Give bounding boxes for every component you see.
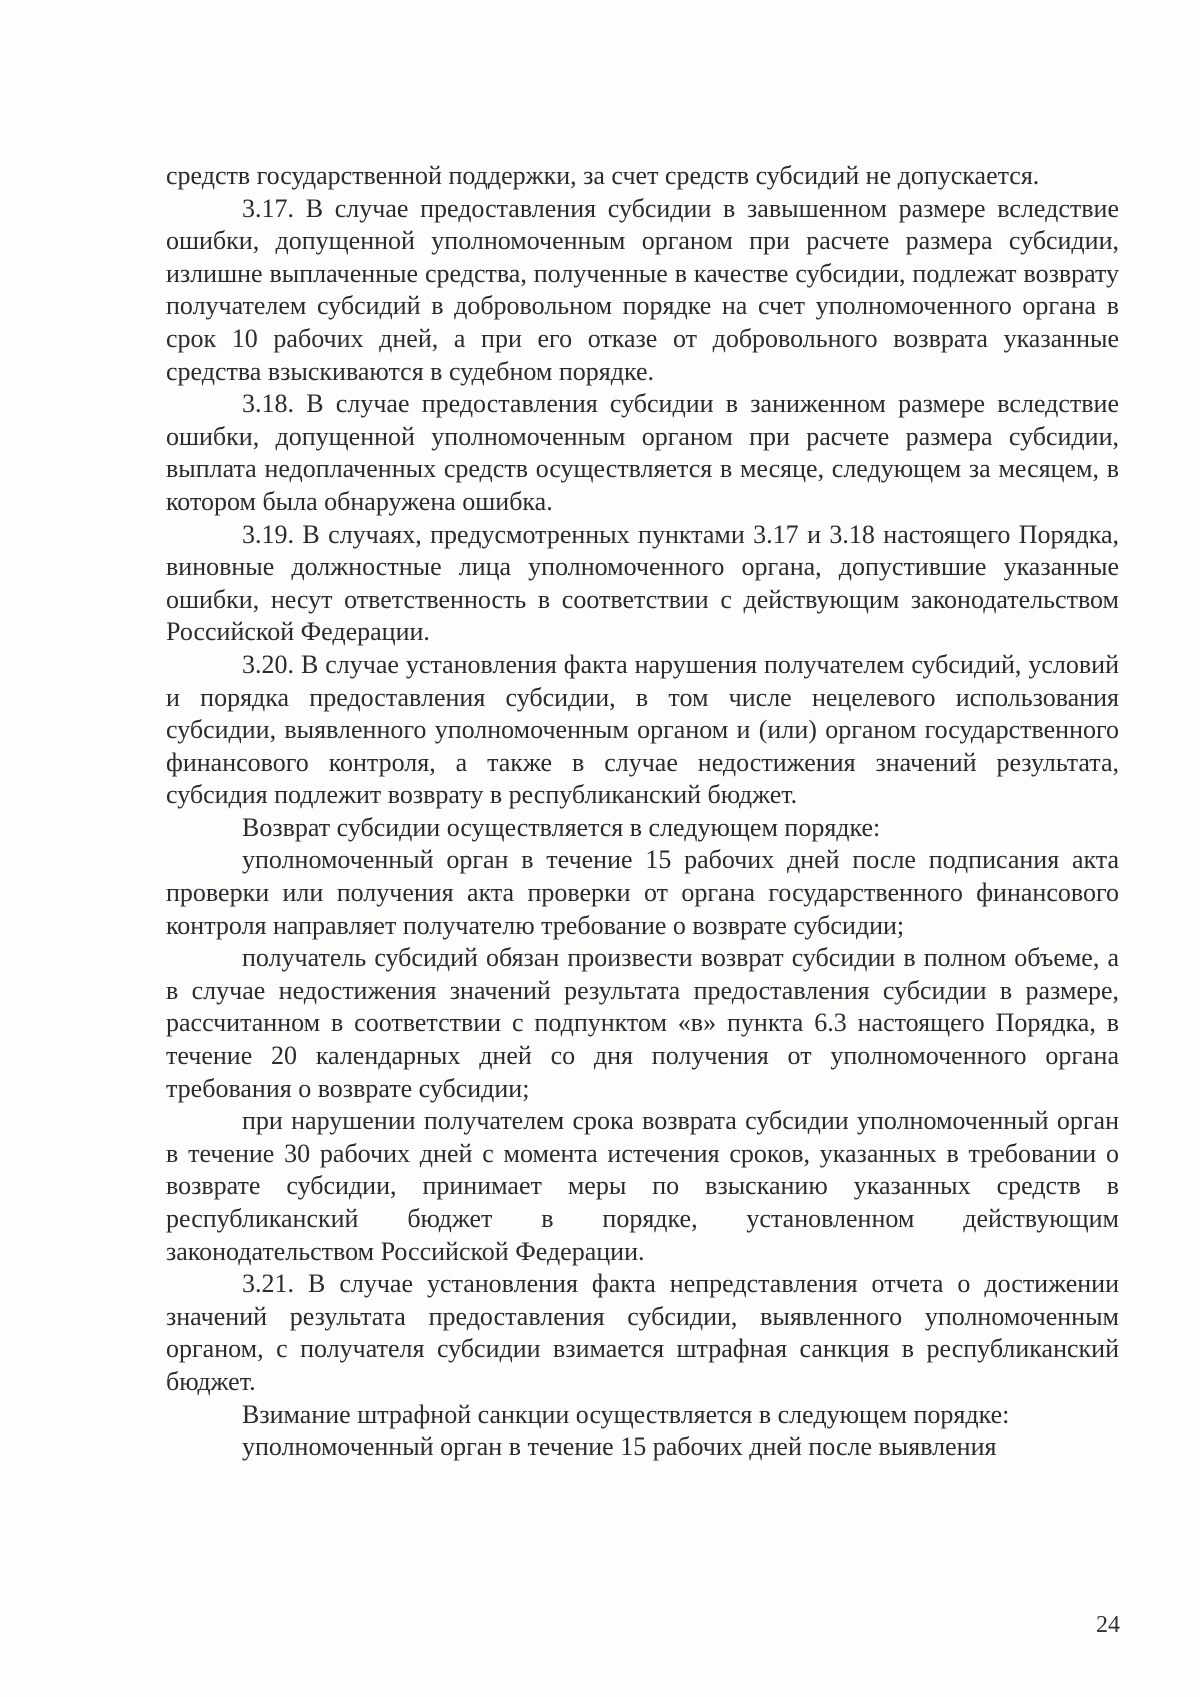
paragraph-3-18: 3.18. В случае предоставления субсидии в заниженном размере вследствие ошибки, допущенной уполномоченным органом при расчете размера субсидии, выплата недоплаченных средств осуществляется в месяце, следующем за месяцем, в котором была обнаружена ошибка. xyxy=(166,389,1119,516)
paragraph-return-order: Возврат субсидии осуществляется в следующем порядке: xyxy=(242,812,881,842)
page-number: 24 xyxy=(1096,1612,1120,1638)
body-text xyxy=(166,160,1119,1464)
paragraph-return-step-2: получатель субсидий обязан произвести возврат субсидии в полном объеме, а в случае недостижения значений результата предоставления субсидии в размере, рассчитанном в соответствии с подпунктом «в» пункта 6.3 настоящего Порядка, в течение 20 календарных дней со дня получения от уполномоченного органа требования о возврате субсидии; xyxy=(166,943,1119,1103)
paragraph-3-21: 3.21. В случае установления факта непредставления отчета о достижении значений результата предоставления субсидии, выявленного уполномоченным органом, с получателя субсидии взимается штрафная санкция в республиканский бюджет. xyxy=(166,1269,1119,1396)
paragraph-return-step-3: при нарушении получателем срока возврата субсидии уполномоченный орган в течение 30 рабочих дней с момента истечения сроков, указанных в требовании о возврате субсидии, принимает меры по взысканию указанных средств в республиканский бюджет в порядке, установленном действующим законодательством Российской Федерации. xyxy=(166,1106,1119,1266)
paragraph-penalty-order: Взимание штрафной санкции осуществляется в следующем порядке: xyxy=(242,1399,1010,1429)
paragraph-3-20: 3.20. В случае установления факта нарушения получателем субсидий, условий и порядка предоставления субсидии, в том числе нецелевого использования субсидии, выявленного уполномоченным органом и (или) органом государственного финансового контроля, а также в случае недостижения значений результата, субсидия подлежит возврату в республиканский бюджет. xyxy=(166,649,1119,810)
paragraph-continuation: средств государственной поддержки, за счет средств субсидий не допускается. xyxy=(166,161,1040,190)
paragraph-penalty-step-1: уполномоченный орган в течение 15 рабочих дней после выявления xyxy=(242,1432,997,1462)
paragraph-return-step-1: уполномоченный орган в течение 15 рабочих дней после подписания акта проверки или получения акта проверки от органа государственного финансового контроля направляет получателю требование о возврате субсидии; xyxy=(166,845,1119,940)
paragraph-3-17: 3.17. В случае предоставления субсидии в завышенном размере вследствие ошибки, допущенной уполномоченным органом при расчете размера субсидии, излишне выплаченные средства, полученные в качестве субсидии, подлежат возврату получателем субсидий в добровольном порядке на счет уполномоченного органа в срок 10 рабочих дней, а при его отказе от добровольного возврата указанные средства взыскиваются в судебном порядке. xyxy=(166,193,1119,386)
paragraph-3-19: 3.19. В случаях, предусмотренных пунктами 3.17 и 3.18 настоящего Порядка, виновные должностные лица уполномоченного органа, допустившие указанные ошибки, несут ответственность в соответствии с действующим законодательством Российской Федерации. xyxy=(166,519,1119,647)
